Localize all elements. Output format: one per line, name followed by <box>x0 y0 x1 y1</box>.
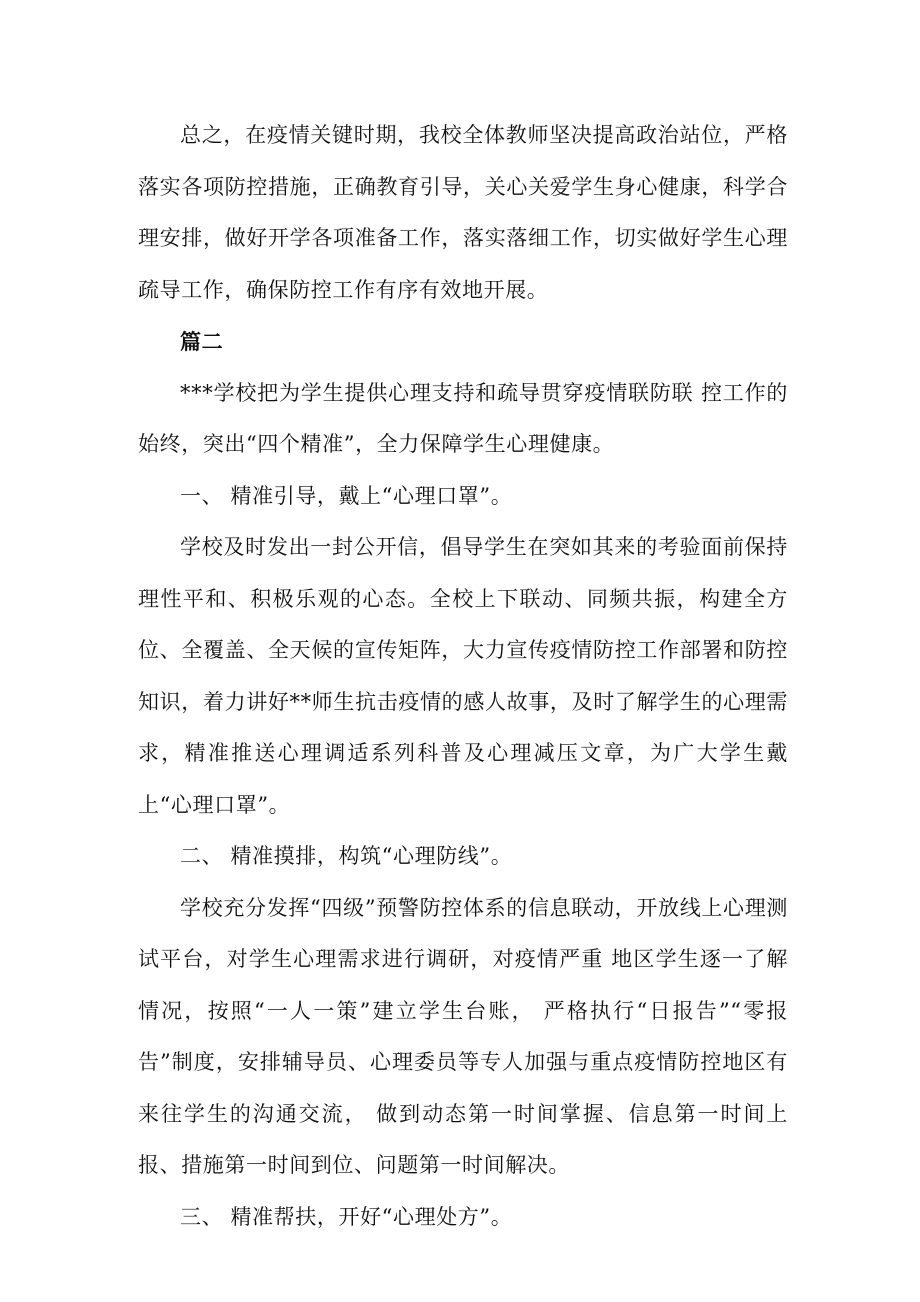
paragraph-summary: 总之，在疫情关键时期，我校全体教师坚决提高政治站位，严格落实各项防控措施，正确教育引导，关心关爱学生身心健康，科学合理安排，做好开学各项准备工作，落实落细工作，切实做好学生心理疏导工作，确保防控工作有序有效地开展。 <box>138 123 788 302</box>
subheading-one: 一、 精准引导，戴上“心理口罩”。 <box>180 483 513 508</box>
paragraph-guidance: 学校及时发出一封公开信，倡导学生在突如其来的考验面前保持理性平和、积极乐观的心态。全校上下联动、同频共振，构建全方位、全覆盖、全天候的宣传矩阵，大力宣传疫情防控工作部署和防控知识，着力讲好**师生抗击疫情的感人故事，及时了解学生的心理需求，精准推送心理调适系列科普及心理减压文章，为广大学生戴上“心理口罩”。 <box>138 535 788 817</box>
document-body <box>138 110 788 1243</box>
paragraph-intro: ***学校把为学生提供心理支持和疏导贯穿疫情联防联 控工作的始终，突出“四个精准”，全力保障学生心理健康。 <box>138 380 788 456</box>
subheading-three: 三、 精准帮扶，开好“心理处方”。 <box>180 1204 513 1229</box>
section-heading: 篇二 <box>180 329 224 354</box>
subheading-two: 二、 精准摸排，构筑“心理防线”。 <box>180 844 513 868</box>
paragraph-screening: 学校充分发挥“四级”预警防控体系的信息联动，开放线上心理测试平台，对学生心理需求进行调研，对疫情严重 地区学生逐一了解情况，按照“一人一策”建立学生台账， 严格执行“日报告”“零报告”制度，安排辅导员、心理委员等专人加强与重点疫情防控地区有来往学生的沟通交流， 做到动态第一时间掌握、信息第一时间上报、措施第一时间到位、问题第一时间解决。 <box>138 895 788 1177</box>
